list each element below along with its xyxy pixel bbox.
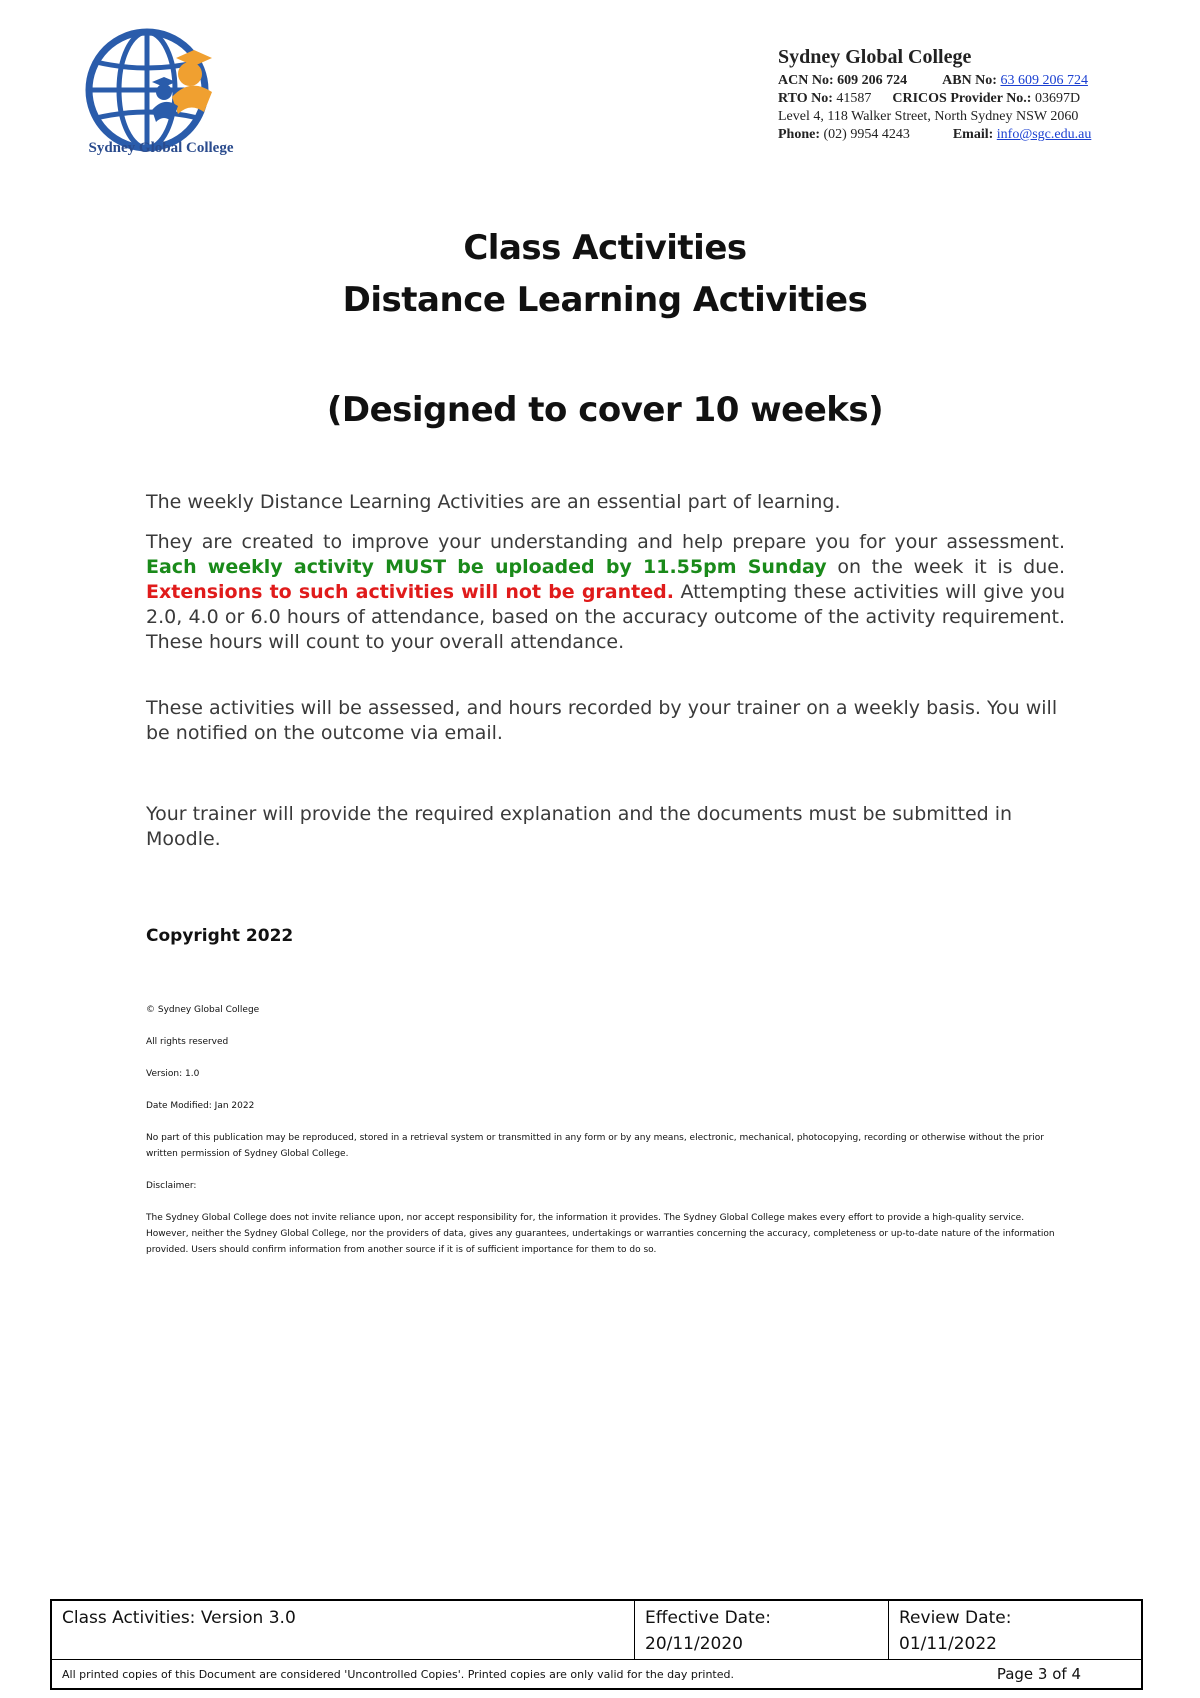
uncontrolled-copies-note: All printed copies of this Document are considered 'Uncontrolled Copies'. Printed copies are only valid for the day printed. xyxy=(62,1667,734,1681)
abn-link[interactable]: 63 609 206 724 xyxy=(1000,73,1088,88)
cricos-value: 03697D xyxy=(1034,91,1081,106)
email-label: Email: xyxy=(952,127,994,142)
copyright-rights: All rights reserved xyxy=(146,1037,229,1047)
letterhead-title: Sydney Global College xyxy=(778,46,972,68)
letterhead-contact-row xyxy=(778,126,1138,144)
requirements-text-a: They are created to improve your understanding and help prepare you for your assessment. xyxy=(146,531,1065,553)
phone-label: Phone: xyxy=(778,127,820,142)
paragraph-requirements xyxy=(146,530,1065,655)
effective-date-value: 20/11/2020 xyxy=(645,1634,743,1654)
deadline-highlight: Each weekly activity MUST be uploaded by 11.55pm Sunday xyxy=(146,556,827,578)
letterhead-rto-row xyxy=(778,90,1138,108)
page-number: Page 3 of 4 xyxy=(996,1665,1081,1683)
footer-info-row xyxy=(52,1601,1141,1660)
document-footer xyxy=(50,1599,1143,1690)
title-class-activities: Class Activities xyxy=(463,228,747,268)
requirements-text-c: Attempting these activities will give you 2.0, 4.0 or 6.0 hours of attendance, based on the accuracy outcome of the activity requirement. These hours will count to your overall attendance. xyxy=(146,581,1065,653)
paragraph-intro: The weekly Distance Learning Activities are an essential part of learning. xyxy=(146,491,841,513)
rto-value: 41587 xyxy=(836,91,872,106)
rto-label: RTO No: xyxy=(778,91,833,106)
paragraph-assessment: These activities will be assessed, and hours recorded by your trainer on a weekly basis. You will be notified on the outcome via email. xyxy=(146,697,1058,744)
abn-label: ABN No: xyxy=(942,73,997,88)
logo-name: Sydney Global College xyxy=(88,140,234,156)
copyright-notice: No part of this publication may be reproduced, stored in a retrieval system or transmitted in any form or by any means, electronic, mechanical, photocopying, recording or otherwise without the prior written permission of Sydney Global College. xyxy=(146,1133,1044,1159)
footer-note-row xyxy=(52,1660,1141,1688)
copyright-heading: Copyright 2022 xyxy=(146,926,294,946)
footer-document-version: Class Activities: Version 3.0 xyxy=(52,1601,635,1659)
copyright-date-modified: Date Modified: Jan 2022 xyxy=(146,1101,255,1111)
effective-date-label: Effective Date: xyxy=(645,1608,771,1628)
copyright-owner: © Sydney Global College xyxy=(146,1005,260,1015)
review-date-value: 01/11/2022 xyxy=(899,1634,997,1654)
letterhead-registration-row xyxy=(778,72,1138,90)
no-extensions-warning: Extensions to such activities will not be granted. xyxy=(146,581,674,603)
paragraph-submission: Your trainer will provide the required explanation and the documents must be submitted in Moodle. xyxy=(146,803,1013,850)
acn-value: 609 206 724 xyxy=(837,73,908,88)
footer-effective-date xyxy=(635,1601,889,1659)
title-duration: (Designed to cover 10 weeks) xyxy=(326,390,884,430)
phone-value: (02) 9954 4243 xyxy=(823,127,910,142)
document-titles xyxy=(0,222,1200,436)
disclaimer-text: The Sydney Global College does not invite reliance upon, nor accept responsibility for, the information it provides. The Sydney Global College makes every effort to provide a high-quality service. However, neither the Sydney Global College, nor the providers of data, gives any guarantees, undertakings or warranties concerning the accuracy, completeness or up-to-date nature of the information provided. Users should confirm information from another source if it is of sufficient importance for them to do so. xyxy=(146,1213,1055,1255)
footer-review-date xyxy=(889,1601,1141,1659)
disclaimer-label: Disclaimer: xyxy=(146,1181,197,1191)
title-distance-learning: Distance Learning Activities xyxy=(342,280,868,320)
letterhead-address: Level 4, 118 Walker Street, North Sydney NSW 2060 xyxy=(778,109,1079,124)
globe-graduate-icon xyxy=(72,22,252,152)
copyright-version: Version: 1.0 xyxy=(146,1069,200,1079)
letterhead xyxy=(778,46,1138,144)
email-link[interactable]: info@sgc.edu.au xyxy=(996,127,1092,142)
cricos-label: CRICOS Provider No.: xyxy=(892,91,1032,106)
review-date-label: Review Date: xyxy=(899,1608,1012,1628)
requirements-text-b: on the week it is due. xyxy=(826,556,1066,578)
acn-label: ACN No: xyxy=(778,73,834,88)
